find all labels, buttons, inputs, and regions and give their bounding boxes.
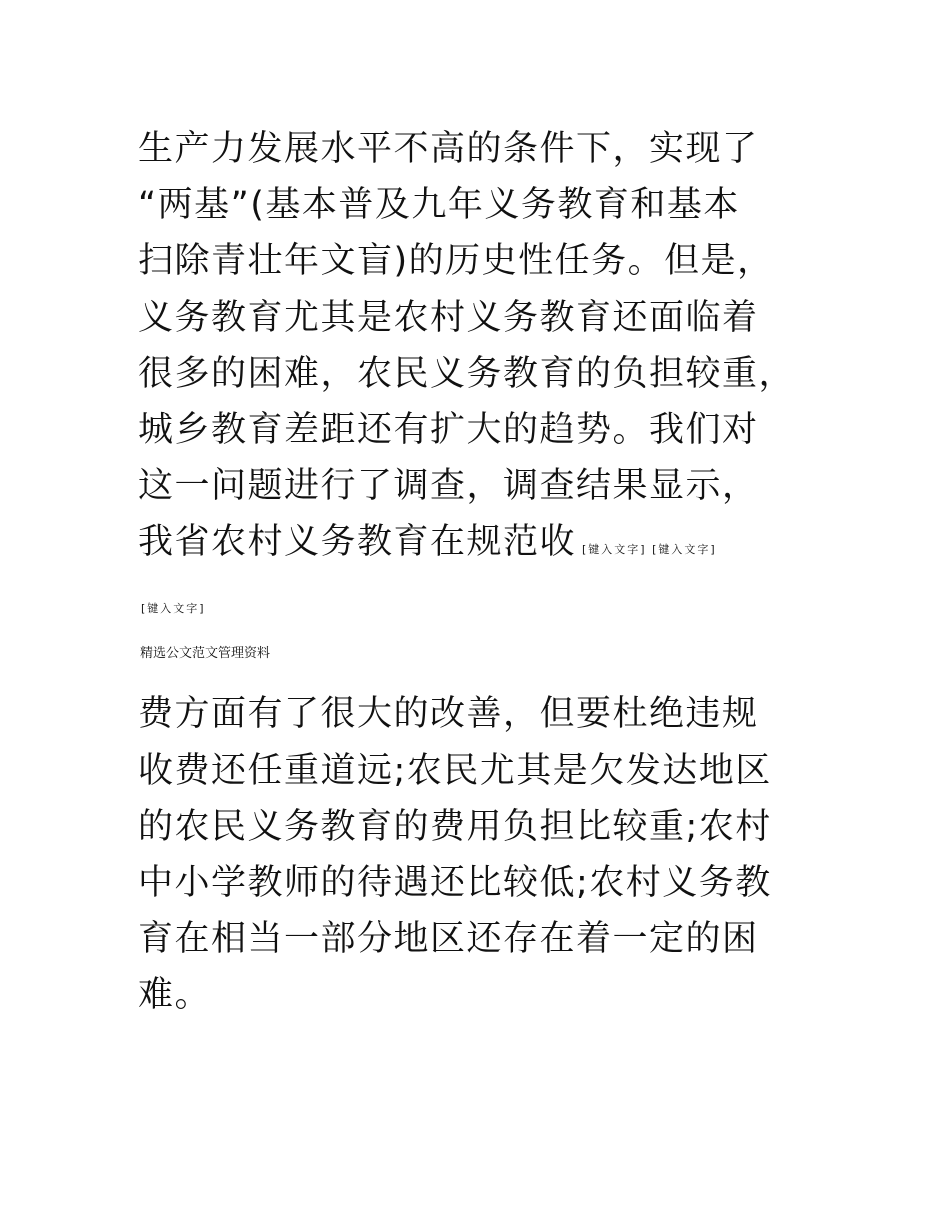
paragraph-line: 很多的困难，农民义务教育的负担较重， (138, 354, 796, 394)
header-placeholder-text: [键入文字] (141, 602, 206, 615)
paragraph-line: 义务教育尤其是农村义务教育还面临着 (138, 298, 759, 338)
inline-placeholder-text: [键入文字] [键入文字] (582, 543, 717, 556)
paragraph-line: 扫除青壮年文盲)的历史性任务。但是， (138, 241, 774, 281)
paragraph-line: 城乡教育差距还有扩大的趋势。我们对 (138, 410, 759, 450)
paragraph-line: 费方面有了很大的改善，但要杜绝违规 (138, 694, 759, 734)
paragraph-line: 这一问题进行了调查，调查结果显示， (138, 466, 759, 506)
paragraph-line: 收费还任重道远;农民尤其是欠发达地区 (138, 751, 772, 791)
paragraph-line: 生产力发展水平不高的条件下，实现了 (138, 129, 759, 169)
paragraph-line: 中小学教师的待遇还比较低;农村义务教 (138, 863, 772, 903)
paragraph-line-with-placeholders (138, 514, 717, 578)
paragraph-line-text: 我省农村义务教育在规范收 (138, 522, 577, 562)
paragraph-line: “两基”(基本普及九年义务教育和基本 (138, 185, 740, 225)
paragraph-line: 育在相当一部分地区还存在着一定的困 (138, 919, 759, 959)
paragraph-line: 的农民义务教育的费用负担比较重;农村 (138, 807, 772, 847)
footer-title: 精选公文范文管理资料 (140, 646, 271, 661)
paragraph-line: 难。 (138, 975, 212, 1015)
